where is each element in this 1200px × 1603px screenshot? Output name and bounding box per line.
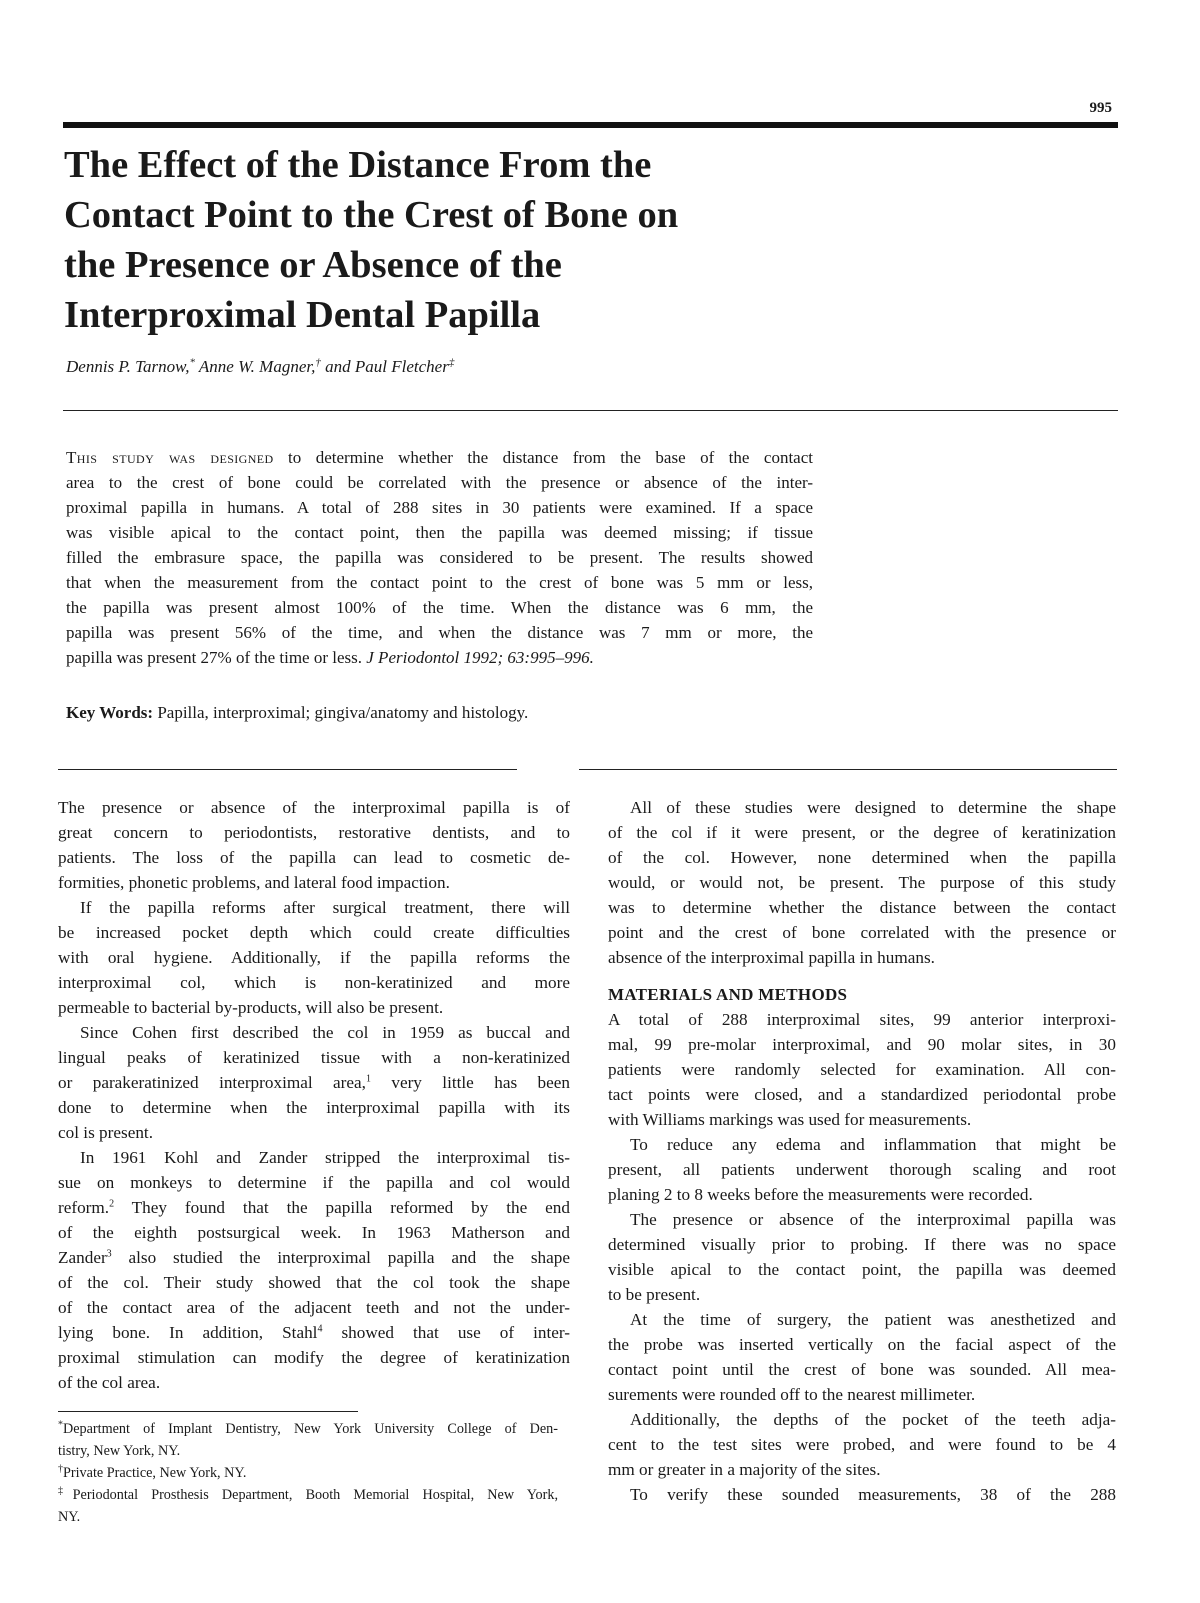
body-line: was to determine whether the distance between the contact — [608, 898, 1116, 917]
abstract-line: that when the measurement from the contact point to the crest of bone was 5 mm or less, — [66, 573, 813, 592]
body-line: of the col area. — [58, 1373, 161, 1392]
body-line: The presence or absence of the interproximal papilla was — [630, 1210, 1116, 1229]
footnote-line — [58, 1418, 558, 1440]
body-line: A total of 288 interproximal sites, 99 anterior interproxi- — [608, 1010, 1116, 1029]
key-words — [66, 703, 528, 723]
body-line: cent to the test sites were probed, and were found to be 4 — [608, 1435, 1116, 1454]
left-column — [58, 795, 570, 1395]
title-line: The Effect of the Distance From the — [64, 144, 652, 186]
footnote-mark: * — [58, 1419, 63, 1431]
body-line: would, or would not, be present. The purpose of this study — [608, 873, 1116, 892]
body-line: patients. The loss of the papilla can lead to cosmetic de- — [58, 848, 570, 867]
body-line: of the col. However, none determined when the papilla — [608, 848, 1116, 867]
body-line: mal, 99 pre-molar interproximal, and 90 molar sites, in 30 — [608, 1035, 1116, 1054]
footnote-text: Department of Implant Dentistry, New York University College of Den- — [63, 1421, 558, 1437]
body-line: planing 2 to 8 weeks before the measurements were recorded. — [608, 1185, 1033, 1204]
footnote-text: Periodontal Prosthesis Department, Booth Memorial Hospital, New York, — [72, 1487, 559, 1503]
body-line: To reduce any edema and inflammation that might be — [630, 1135, 1116, 1154]
author-name: Anne W. Magner, — [194, 357, 316, 376]
section-heading: MATERIALS AND METHODS — [608, 985, 848, 1004]
body-text: reform. — [58, 1198, 110, 1217]
body-text: also studied the interproximal papilla and the shape — [111, 1248, 570, 1267]
abstract-text: to determine whether the distance from the base of the contact — [273, 448, 813, 467]
body-line — [58, 1245, 570, 1270]
abstract-line: papilla was present 56% of the time, and when the distance was 7 mm or more, the — [66, 623, 813, 642]
abstract-line: proximal papilla in humans. A total of 288 sites in 30 patients were examined. If a space — [66, 498, 813, 517]
reference-mark: 3 — [106, 1248, 112, 1260]
abstract-line — [66, 445, 813, 470]
body-line — [58, 1070, 570, 1095]
body-line: At the time of surgery, the patient was anesthetized and — [630, 1310, 1116, 1329]
body-line: of the contact area of the adjacent teeth and not the under- — [58, 1298, 570, 1317]
body-line: of the col if it were present, or the degree of keratinization — [608, 823, 1116, 842]
body-line — [58, 1195, 570, 1220]
body-line: be increased pocket depth which could create difficulties — [58, 923, 570, 942]
body-line: present, all patients underwent thorough scaling and root — [608, 1160, 1116, 1179]
body-line: tact points were closed, and a standardized periodontal probe — [608, 1085, 1116, 1104]
abstract-line — [66, 645, 813, 670]
body-line: absence of the interproximal papilla in humans. — [608, 948, 935, 967]
body-text: lying bone. In addition, Stahl — [58, 1323, 318, 1342]
body-line: interproximal col, which is non-keratinized and more — [58, 973, 570, 992]
body-line: permeable to bacterial by-products, will also be present. — [58, 998, 444, 1017]
left-column-rule — [58, 769, 517, 770]
footnote-line — [58, 1462, 558, 1484]
body-line — [58, 1320, 570, 1345]
right-column-rule — [579, 769, 1117, 770]
reference-mark: 1 — [365, 1073, 371, 1085]
article-title — [64, 140, 824, 340]
footnote-mark: * — [189, 356, 195, 369]
body-line: with Williams markings was used for measurements. — [608, 1110, 972, 1129]
header-rule — [63, 122, 1118, 128]
footnote-mark: † — [58, 1463, 63, 1475]
author-name: Dennis P. Tarnow, — [66, 357, 190, 376]
title-line: the Presence or Absence of the — [64, 244, 562, 286]
key-words-label: Key Words: — [66, 703, 154, 722]
body-line: sue on monkeys to determine if the papilla and col would — [58, 1173, 570, 1192]
body-line: Additionally, the depths of the pocket of the teeth adja- — [630, 1410, 1116, 1429]
body-text: They found that the papilla reformed by the end — [114, 1198, 570, 1217]
abstract-lead: This study was designed — [66, 448, 274, 467]
footnote-line: NY. — [58, 1509, 81, 1525]
body-line: surements were rounded off to the nearest millimeter. — [608, 1385, 976, 1404]
body-line: with oral hygiene. Additionally, if the papilla reforms the — [58, 948, 570, 967]
body-text: very little has been — [370, 1073, 570, 1092]
abstract-line: was visible apical to the contact point, then the papilla was deemed missing; if tissue — [66, 523, 813, 542]
footnote-text: Private Practice, New York, NY. — [63, 1465, 247, 1481]
body-line: determined visually prior to probing. If there was no space — [608, 1235, 1116, 1254]
footnote-mark: ‡ — [448, 356, 455, 369]
title-line: Contact Point to the Crest of Bone on — [64, 194, 679, 236]
body-line: visible apical to the contact point, the papilla was deemed — [608, 1260, 1116, 1279]
body-line: of the col. Their study showed that the col took the shape — [58, 1273, 570, 1292]
body-line: of the eighth postsurgical week. In 1963 Matherson and — [58, 1223, 570, 1242]
body-text: showed that use of inter- — [322, 1323, 570, 1342]
author-name: and Paul Fletcher — [320, 357, 449, 376]
body-line: patients were randomly selected for examination. All con- — [608, 1060, 1116, 1079]
abstract-line: area to the crest of bone could be correlated with the presence or absence of the inter- — [66, 473, 813, 492]
abstract — [66, 445, 813, 670]
body-line: lingual peaks of keratinized tissue with a non-keratinized — [58, 1048, 570, 1067]
body-line: contact point until the crest of bone was sounded. All mea- — [608, 1360, 1116, 1379]
right-column — [608, 795, 1116, 1507]
page-number: 995 — [1089, 100, 1112, 116]
reference-mark: 2 — [109, 1198, 115, 1210]
footnote-mark: ‡ — [58, 1485, 73, 1497]
body-line: In 1961 Kohl and Zander stripped the interproximal tis- — [80, 1148, 570, 1167]
abstract-line: the papilla was present almost 100% of the time. When the distance was 6 mm, the — [66, 598, 813, 617]
abstract-text: papilla was present 27% of the time or less. — [66, 648, 367, 667]
footnote-mark: † — [315, 356, 321, 369]
footnote-line — [58, 1484, 558, 1506]
body-text: Zander — [58, 1248, 107, 1267]
body-line: point and the crest of bone correlated with the presence or — [608, 923, 1116, 942]
body-line: Since Cohen first described the col in 1959 as buccal and — [80, 1023, 570, 1042]
footnote-rule — [58, 1411, 358, 1412]
body-line: To verify these sounded measurements, 38 of the 288 — [630, 1485, 1116, 1504]
footnote-line: tistry, New York, NY. — [58, 1443, 181, 1459]
body-line: proximal stimulation can modify the degree of keratinization — [58, 1348, 570, 1367]
footnotes — [58, 1418, 558, 1528]
reference-mark: 4 — [317, 1323, 323, 1335]
body-line: If the papilla reforms after surgical treatment, there will — [80, 898, 570, 917]
body-line: mm or greater in a majority of the sites. — [608, 1460, 881, 1479]
author-list — [66, 357, 454, 377]
title-line: Interproximal Dental Papilla — [64, 294, 541, 336]
journal-citation: J Periodontol 1992; 63:995–996. — [366, 648, 594, 667]
body-line: to be present. — [608, 1285, 701, 1304]
key-words-text: Papilla, interproximal; gingiva/anatomy and histology. — [153, 703, 529, 722]
body-line: done to determine when the interproximal papilla with its — [58, 1098, 570, 1117]
body-line: col is present. — [58, 1123, 153, 1142]
author-rule — [63, 410, 1118, 411]
body-text: or parakeratinized interproximal area, — [58, 1073, 366, 1092]
body-line: The presence or absence of the interproximal papilla is of — [58, 798, 570, 817]
body-line: the probe was inserted vertically on the facial aspect of the — [608, 1335, 1116, 1354]
abstract-line: filled the embrasure space, the papilla was considered to be present. The results showed — [66, 548, 813, 567]
body-line: great concern to periodontists, restorative dentists, and to — [58, 823, 570, 842]
body-line: formities, phonetic problems, and lateral food impaction. — [58, 873, 450, 892]
body-line: All of these studies were designed to determine the shape — [630, 798, 1116, 817]
